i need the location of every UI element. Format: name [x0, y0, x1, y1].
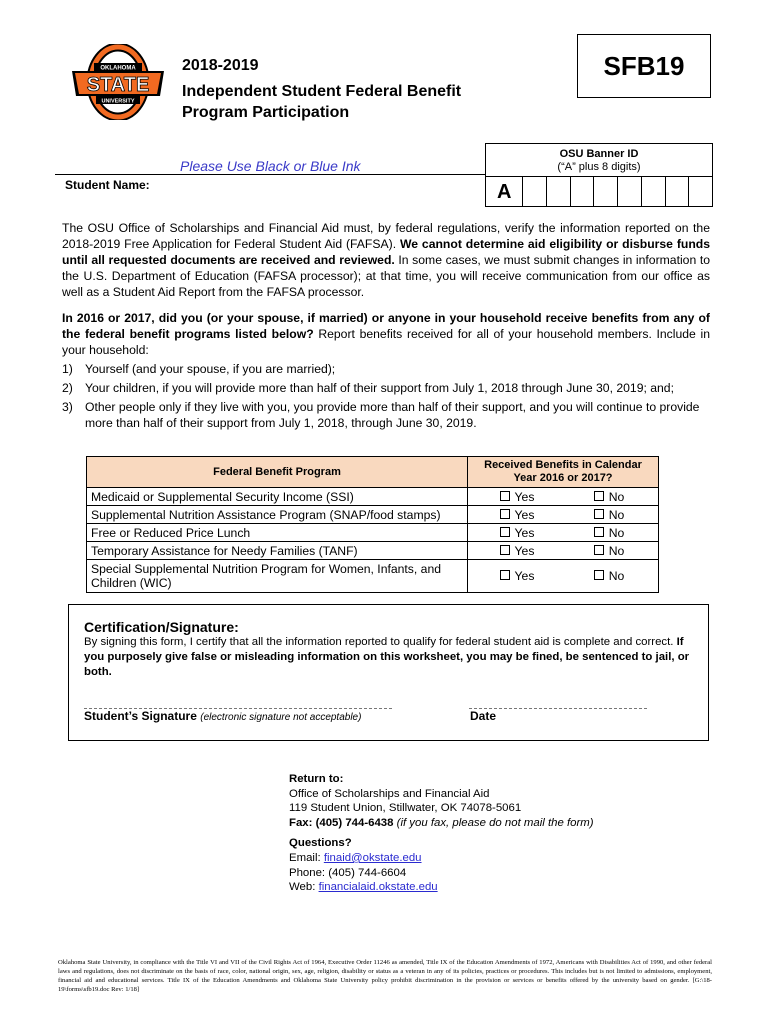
certification-statement: By signing this form, I certify that all the information reported to qualify for federal student aid is complete and correct.: [84, 636, 674, 648]
checkbox-icon[interactable]: [594, 570, 604, 580]
no-option[interactable]: [563, 569, 655, 583]
no-option[interactable]: [563, 526, 655, 540]
list-item: [62, 361, 710, 377]
yes-no-cell: [468, 506, 659, 524]
logo-top-text: OKLAHOMA: [100, 65, 136, 72]
yes-no-cell: [468, 524, 659, 542]
yes-option[interactable]: [471, 508, 563, 522]
date-label: Date: [470, 709, 497, 723]
table-row: [87, 542, 659, 560]
program-name: Medicaid or Supplemental Security Income (SSI): [87, 488, 468, 506]
no-option[interactable]: [563, 490, 655, 504]
no-label: No: [608, 525, 625, 540]
checkbox-icon[interactable]: [594, 527, 604, 537]
list-item-number: 2): [62, 381, 73, 395]
table-row: [87, 524, 659, 542]
signature-label: [84, 709, 361, 723]
list-item: [62, 399, 710, 431]
question-rest: Report benefits received for all of your household members. Include in your household:: [62, 327, 710, 357]
certification-warning: If you purposely give false or misleading information on this worksheet, you may be fined, be sentenced to jail, or both.: [84, 636, 690, 678]
form-title: [182, 81, 512, 123]
banner-id-prefix: A: [486, 177, 523, 207]
yes-no-cell: [468, 560, 659, 593]
logo-bottom-text: UNIVERSITY: [101, 98, 135, 105]
student-name-label: Student Name:: [65, 178, 150, 192]
form-title-line1: Independent Student Federal Benefit: [182, 83, 462, 100]
checkbox-icon[interactable]: [500, 491, 510, 501]
no-option[interactable]: [563, 508, 655, 522]
checkbox-icon[interactable]: [594, 509, 604, 519]
return-info: [289, 772, 594, 895]
checkbox-icon[interactable]: [594, 491, 604, 501]
banner-id-digit-3[interactable]: [571, 177, 595, 207]
banner-id-box: [485, 143, 713, 207]
list-item-number: 3): [62, 400, 73, 414]
yes-label: Yes: [514, 543, 535, 558]
office-address: 119 Student Union, Stillwater, OK 74078-5061: [289, 802, 522, 815]
osu-logo: [66, 44, 170, 120]
fax-number: Fax: (405) 744-6438: [289, 816, 394, 829]
benefits-table: [86, 456, 659, 593]
intro-text: The OSU Office of Scholarships and Financial Aid must, by federal regulations, verify the information reported on the 2018-2019 Free Application for Federal Student Aid (FAFSA).: [62, 221, 710, 251]
no-label: No: [608, 489, 625, 504]
list-item-text: Other people only if they live with you, you provide more than half of their support, and you will continue to provide more than half of their support from July 1, 2018, through June 30, 2019.: [85, 400, 700, 430]
banner-id-header: [486, 144, 712, 177]
banner-id-digit-2[interactable]: [547, 177, 571, 207]
program-name: Supplemental Nutrition Assistance Program (SNAP/food stamps): [87, 506, 468, 524]
no-label: No: [608, 569, 625, 583]
no-label: No: [608, 543, 625, 558]
banner-id-digit-5[interactable]: [618, 177, 642, 207]
website-link[interactable]: financialaid.okstate.edu: [318, 881, 438, 894]
nondiscrimination-footer: Oklahoma State University, in compliance with the Title VI and VII of the Civil Rights Act of 1964, Executive Order 11246 as amended, Title IX of the Education Amendments of 1972, Americans with Disabilities Act of 1990, and other federal laws and regulations, does not discriminate on the basis of race, color, national origin, sex, age, religion, disability or status as a veteran in any of its policies, practices or procedures. This includes but is not limited to admissions, employment, financial aid and educational services. Title IX of the Education Amendments and Oklahoma State University policy prohibit discrimination in the provision or services or benefits offered by the university based on gender. [G:\18-19\forms\sfb19.doc Rev: 1/18]: [58, 959, 712, 993]
no-label: No: [608, 507, 625, 522]
email-label: Email:: [289, 851, 321, 864]
yes-label: Yes: [514, 525, 535, 540]
yes-option[interactable]: [471, 544, 563, 558]
banner-id-digit-1[interactable]: [523, 177, 547, 207]
yes-option[interactable]: [471, 490, 563, 504]
banner-id-digit-6[interactable]: [642, 177, 666, 207]
yes-option[interactable]: [471, 569, 563, 583]
form-code-box: SFB19: [577, 34, 711, 98]
yes-no-cell: [468, 542, 659, 560]
yes-option[interactable]: [471, 526, 563, 540]
checkbox-icon[interactable]: [500, 570, 510, 580]
program-name: Special Supplemental Nutrition Program for Women, Infants, and Children (WIC): [87, 560, 468, 593]
program-name: Free or Reduced Price Lunch: [87, 524, 468, 542]
table-row: [87, 506, 659, 524]
checkbox-icon[interactable]: [500, 509, 510, 519]
question-bold: In 2016 or 2017, did you (or your spouse, if married) or anyone in your household receive benefits from any of the federal benefit programs listed below?: [62, 311, 710, 341]
list-item-number: 1): [62, 362, 73, 376]
received-column-header: [468, 457, 659, 488]
email-link[interactable]: finaid@okstate.edu: [323, 851, 422, 864]
intro-paragraph: [62, 220, 710, 300]
fax-note: (if you fax, please do not mail the form): [396, 816, 594, 829]
banner-id-label: OSU Banner ID: [559, 148, 639, 160]
program-name: Temporary Assistance for Needy Families (TANF): [87, 542, 468, 560]
received-header-line2: Year 2016 or 2017?: [513, 472, 613, 484]
signature-label-text: Student’s Signature: [84, 709, 197, 723]
table-row: [87, 560, 659, 593]
logo-main-text: STATE: [86, 74, 150, 96]
phone-number: Phone: (405) 744-6604: [289, 866, 407, 879]
yes-label: Yes: [514, 507, 535, 522]
intro-bold-text: We cannot determine aid eligibility or disburse funds until all requested documents are received and reviewed.: [62, 237, 711, 267]
checkbox-icon[interactable]: [500, 545, 510, 555]
student-name-field[interactable]: [55, 174, 485, 175]
household-list: [62, 361, 710, 434]
banner-id-digit-8[interactable]: [689, 177, 712, 207]
list-item-text: Your children, if you will provide more than half of their support from July 1, 2018 through June 30, 2019; and;: [85, 381, 674, 395]
form-year: 2018-2019: [182, 57, 259, 74]
table-row: [87, 488, 659, 506]
form-title-line2: Program Participation: [182, 104, 350, 121]
certification-title: Certification/Signature:: [84, 619, 239, 635]
banner-id-cells: [486, 177, 712, 207]
intro-text-end: In some cases, we must submit changes in information to the U.S. Department of Education (FAFSA processor); at that time, you will receive communication from our office as well as a Student Aid Report from the FAFSA processor.: [62, 253, 710, 299]
checkbox-icon[interactable]: [594, 545, 604, 555]
no-option[interactable]: [563, 544, 655, 558]
office-name: Office of Scholarships and Financial Aid: [289, 787, 490, 800]
web-label: Web:: [289, 881, 316, 894]
list-item-text: Yourself (and your spouse, if you are married);: [85, 362, 336, 376]
table-header-row: [87, 457, 659, 488]
program-column-header: Federal Benefit Program: [87, 457, 468, 488]
banner-id-digit-7[interactable]: [666, 177, 690, 207]
certification-text: [84, 635, 701, 680]
banner-id-sublabel: (“A” plus 8 digits): [557, 161, 641, 173]
questions-label: Questions?: [289, 837, 352, 850]
return-label: Return to:: [289, 773, 344, 785]
yes-label: Yes: [514, 489, 535, 504]
ink-instruction: Please Use Black or Blue Ink: [180, 158, 361, 174]
checkbox-icon[interactable]: [500, 527, 510, 537]
received-header-line1: Received Benefits in Calendar: [484, 459, 642, 471]
yes-label: Yes: [514, 569, 535, 583]
list-item: [62, 380, 710, 396]
yes-no-cell: [468, 488, 659, 506]
banner-id-digit-4[interactable]: [594, 177, 618, 207]
signature-note: (electronic signature not acceptable): [200, 712, 362, 723]
benefit-question: [62, 310, 710, 358]
